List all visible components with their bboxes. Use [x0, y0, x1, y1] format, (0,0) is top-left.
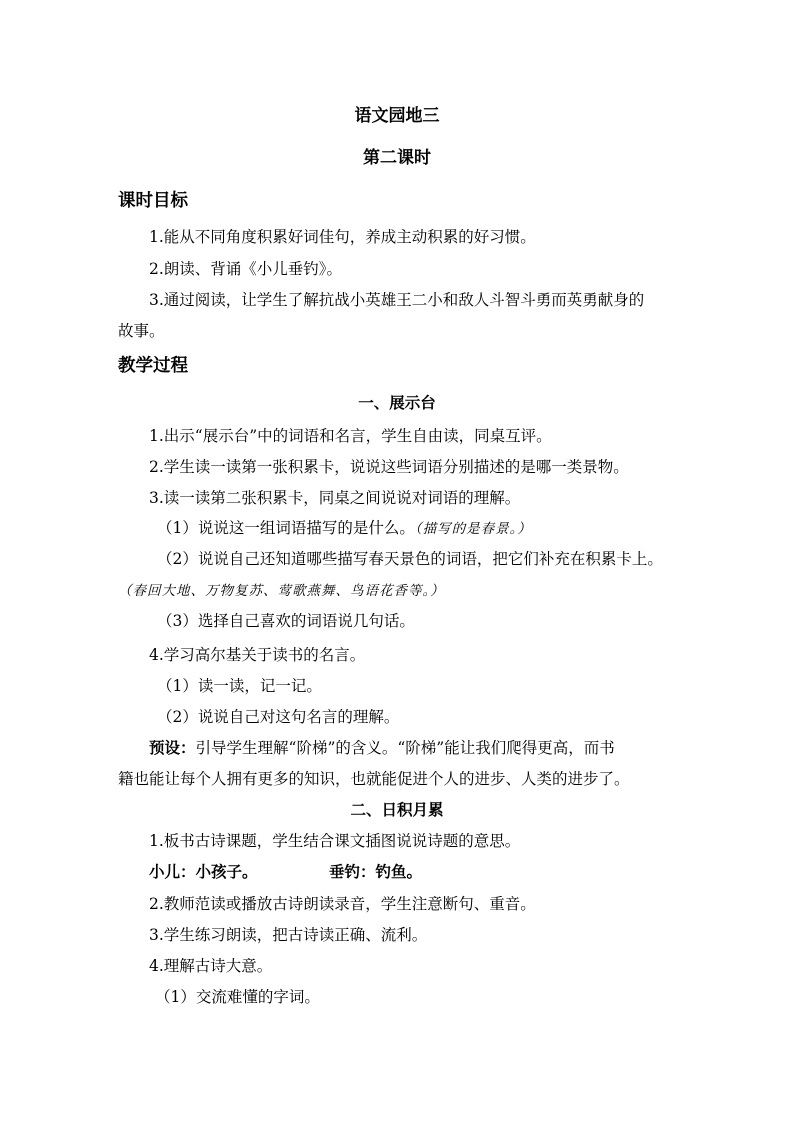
document-title: 语文园地三 — [354, 106, 440, 126]
objective-item: 3.通过阅读，让学生了解抗战小英雄王二小和敌人斗智斗勇而英勇献身的 — [149, 291, 645, 309]
preset-paragraph — [149, 738, 615, 758]
process-heading: 教学过程 — [118, 356, 188, 376]
answer-note: （春回大地、万物复苏、莺歌燕舞、鸟语花香等。） — [118, 583, 445, 599]
process-step: 1.板书古诗课题，学生结合课文插图说说诗题的意思。 — [149, 832, 521, 850]
preset-text: 引导学生理解“阶梯”的含义。“阶梯”能让我们爬得更高，而书 — [195, 739, 615, 757]
process-substep: （1）读一读，记一记。 — [157, 677, 322, 695]
process-substep: （2）说说自己对这句名言的理解。 — [157, 708, 400, 726]
objective-item: 2.朗读、背诵《小儿垂钓》。 — [149, 260, 343, 278]
process-substep: （2）说说自己还知道哪些描写春天景色的词语，把它们补充在积累卡上。 — [157, 550, 663, 568]
definition: 垂钓：钓鱼。 — [329, 862, 423, 881]
preset-label: 预设： — [149, 738, 196, 757]
process-step: 3.学生练习朗读，把古诗读正确、流利。 — [149, 926, 428, 944]
process-step: 4.理解古诗大意。 — [149, 957, 273, 975]
objective-item-continued: 故事。 — [118, 322, 165, 340]
document-subtitle: 第二课时 — [363, 148, 431, 168]
objectives-heading: 课时目标 — [118, 191, 188, 211]
section-title: 一、展示台 — [358, 393, 436, 412]
process-step: 3.读一读第二张积累卡，同桌之间说说对词语的理解。 — [149, 489, 521, 507]
answer-note: （描写的是春景。） — [414, 521, 532, 537]
process-substep: （3）选择自己喜欢的词语说几句话。 — [157, 612, 415, 630]
section-title: 二、日积月累 — [350, 800, 444, 819]
process-substep: （1）交流难懂的字词。 — [155, 988, 320, 1006]
substep-text: （1）说说这一组词语描写的是什么。 — [157, 519, 415, 537]
preset-paragraph-continued: 籍也能让每个人拥有更多的知识，也就能促进个人的进步、人类的进步了。 — [118, 770, 630, 788]
process-substep — [157, 518, 532, 539]
process-step: 2.教师范读或播放古诗朗读录音，学生注意断句、重音。 — [149, 895, 536, 913]
process-step: 1.出示“展示台”中的词语和名言，学生自由读，同桌互评。 — [149, 427, 552, 445]
objective-item: 1.能从不同角度积累好词佳句，养成主动积累的好习惯。 — [149, 228, 536, 246]
process-step: 4.学习高尔基关于读书的名言。 — [149, 646, 366, 664]
process-step: 2.学生读一读第一张积累卡，说说这些词语分别描述的是哪一类景物。 — [149, 458, 629, 476]
definition: 小儿：小孩子。 — [149, 862, 258, 881]
